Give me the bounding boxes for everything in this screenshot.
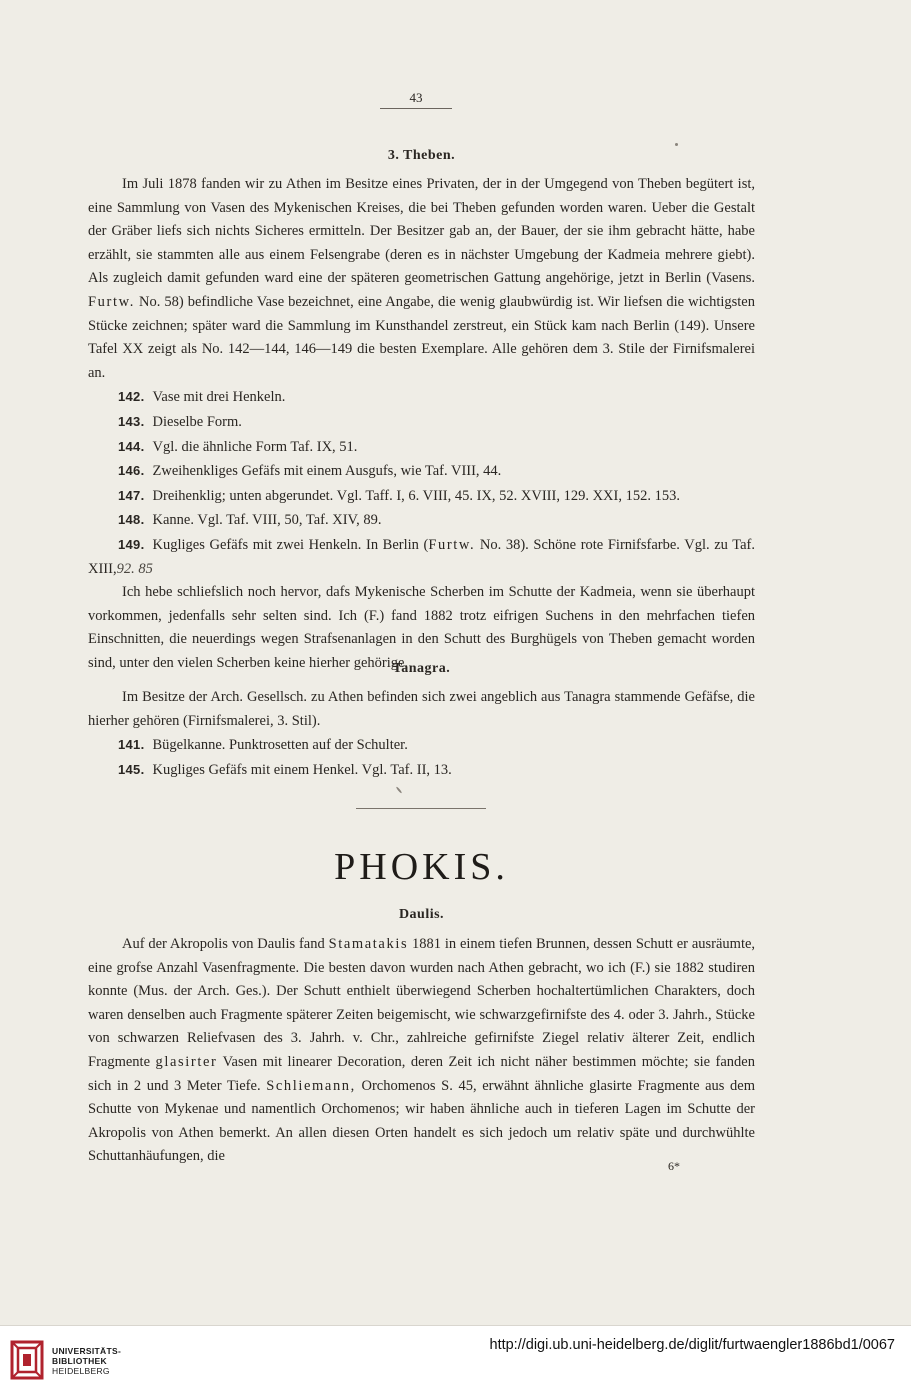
list-item (88, 484, 755, 509)
entry-text: Bügelkanne. Punktrosetten auf der Schulter. (152, 737, 408, 754)
logo-line-1: UNIVERSITÄTS- (52, 1346, 122, 1356)
daulis-text-1: Auf der Akropolis von Daulis fand (122, 936, 325, 952)
list-item (88, 733, 755, 758)
entry-text-continued: No. 38). Schöne rote Firnifsfarbe. Vgl. zu Taf. XIII, (88, 536, 756, 577)
entry-number: 144. (118, 438, 145, 454)
logo-line-3: HEIDELBERG (52, 1366, 110, 1376)
handwritten-annotation: 92. 85 (116, 560, 153, 577)
list-item (88, 410, 755, 435)
entry-text: Vgl. die ähnliche Form Taf. IX, 51. (152, 438, 358, 455)
section-heading-theben: 3. Theben. (387, 148, 456, 163)
logo-line-2: BIBLIOTHEK (52, 1356, 107, 1366)
entry-number: 143. (118, 413, 145, 429)
list-item (88, 435, 755, 460)
daulis-person-2: Schliemann, (266, 1077, 356, 1094)
list-item (88, 508, 755, 533)
tanagra-intro-paragraph: Im Besitze der Arch. Gesellsch. zu Athen befinden sich zwei angeblich aus Tanagra stammende Gefäfse, die hierher gehören (Firnifsmalerei, 3. Stil). (88, 689, 755, 729)
list-item (88, 459, 755, 484)
entry-text: Zweihenkliges Gefäfs mit einem Ausgufs, wie Taf. VIII, 44. (152, 463, 502, 480)
entry-number: 149. (118, 536, 145, 552)
theben-intro-paragraph (88, 173, 755, 385)
entry-number: 148. (118, 512, 145, 528)
source-url-link[interactable]: http://digi.ub.uni-heidelberg.de/diglit/furtwaengler1886bd1/0067 (489, 1337, 895, 1353)
library-logo-icon (8, 1338, 46, 1382)
section-heading-daulis: Daulis. (398, 907, 445, 922)
entry-text: Kanne. Vgl. Taf. VIII, 50, Taf. XIV, 89. (152, 512, 382, 529)
speck (396, 786, 403, 793)
entry-number: 147. (118, 487, 145, 503)
library-footer (0, 1325, 911, 1394)
daulis-text-2: 1881 in einem tiefen Brunnen, dessen Schutt er ausräumte, eine grofse Anzahl Vasenfragmente. Die besten davon wurden nach Athen gebracht, wo ich (F.) sie 1882 studiren konnte (Mus. der Arch. Ges.). Der Schutt enthielt überwiegend Scherben hochaltertümlichen Charakters, doch waren denselben auch Fragmente späterer Zeiten beigemischt, wie schwarzgefirnifste des 4. oder 3. Jahrh., Stücke von schwarzen Reliefvasen des 3. Jahrh. v. Chr., zahlreiche gefirnifste Ziegel relativ älterer Zeit, endlich Fragmente (88, 936, 756, 1070)
theben-entry-list (88, 385, 755, 581)
entry-text: Kugliges Gefäfs mit einem Henkel. Vgl. Taf. II, 13. (152, 761, 452, 778)
section-daulis-body (88, 933, 755, 1169)
library-logo-text (52, 1346, 121, 1376)
entry-text: Dreihenklig; unten abgerundet. Vgl. Taff. I, 6. VIII, 45. IX, 52. XVIII, 129. XXI, 152. 153. (152, 487, 680, 504)
daulis-person: Stamatakis (328, 936, 409, 952)
sheet-signature: 6* (668, 1159, 680, 1173)
entry-number: 145. (118, 761, 145, 777)
theben-intro-text: Im Juli 1878 fanden wir zu Athen im Besitze eines Privaten, der in der Umgegend von Theben begütert ist, eine Sammlung von Vasen des Mykenischen Kreises, die bei Theben gefunden worden waren. Ueber die Gestalt der Gräber liefs sich nichts Sicheres ermitteln. Der Besitzer gab an, der Bauer, der sie ihm gebracht hätte, habe erzählt, sie stammten alle aus einem Felsengrabe (deren es in nächster Umgebung der Kadmeia mehrere giebt). Als zugleich damit gefunden ward eine der späteren geometrischen Gattung angehörige, jetzt in Berlin (Vasens. (88, 176, 755, 287)
entry-author: Furtw. (428, 536, 476, 553)
entry-text: Kugliges Gefäfs mit zwei Henkeln. In Berlin ( (152, 536, 429, 553)
section-divider (356, 808, 486, 809)
section-heading-tanagra: Tanagra. (392, 661, 451, 676)
daulis-text-4: Orchomenos S. 45, erwähnt ähnliche glasirte Fragmente aus dem Schutte von Mykenae und namentlich Orchomenos; wir haben ähnliche auch in tieferen Lagen im Schutte der Akropolis von Athen bemerkt. An allen diesen Orten handelt es sich jedoch um relativ späte und durchwühlte Schuttanhäufungen, die (88, 1077, 756, 1165)
list-item-149 (88, 533, 755, 581)
page-number: 43 (380, 90, 452, 109)
section-tanagra-body (88, 686, 755, 782)
section-theben-body (88, 173, 755, 675)
theben-closing-paragraph: Ich hebe schliefslich noch hervor, dafs Mykenische Scherben im Schutte der Kadmeia, wenn sie überhaupt vorkommen, jedenfalls sehr selten sind. Ich (F.) fand 1882 trotz eifrigen Suchens in den mehrfachen tiefen Einschnitten, die neuerdings wegen Strafsenanlagen in den Schutt des Burghügels von Theben gemacht worden sind, unter den vielen Scherben keine hierher gehörige. (88, 584, 755, 671)
list-item (88, 758, 755, 783)
speck (675, 143, 678, 146)
entry-text: Vase mit drei Henkeln. (152, 389, 286, 406)
theben-intro-rest: No. 58) befindliche Vase bezeichnet, eine Angabe, die wenig glaubwürdig ist. Wir liefsen die wichtigsten Stücke zeichnen; später ward die Sammlung im Kunsthandel zerstreut, ein Stück kam nach Berlin (149). Unsere Tafel XX zeigt als No. 142—144, 146—149 die besten Exemplare. Alle gehören dem 3. Stile der Firnifsmalerei an. (88, 293, 755, 381)
daulis-term: glasirter (155, 1053, 218, 1070)
entry-number: 142. (118, 389, 145, 405)
daulis-paragraph (88, 933, 755, 1169)
entry-number: 141. (118, 737, 145, 753)
entry-number: 146. (118, 463, 145, 479)
list-item (88, 385, 755, 410)
daulis-text-3: Vasen mit linearer Decoration, deren Zeit ich nicht näher bestimmen möchte; sie fanden sich in 2 und 3 Meter Tiefe. (88, 1053, 755, 1094)
entry-text: Dieselbe Form. (152, 413, 242, 430)
theben-intro-author: Furtw. (88, 293, 135, 310)
chapter-title: PHOKIS. (334, 846, 509, 888)
